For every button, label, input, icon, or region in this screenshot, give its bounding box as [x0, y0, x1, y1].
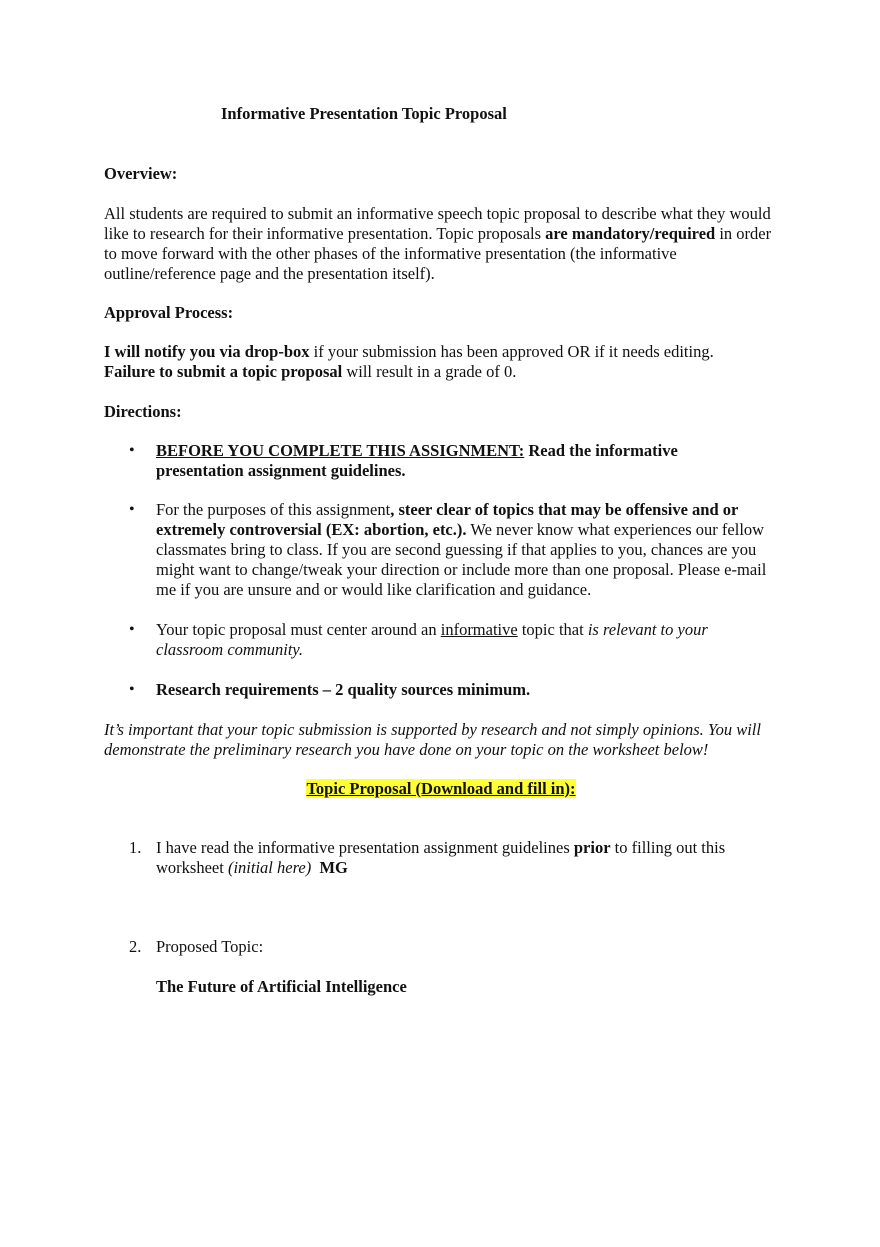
purposes-text: For the purposes of this assignment	[156, 500, 391, 519]
approval-line-2	[104, 362, 784, 382]
overview-rest-text: in order to move forward with the other phases of the informative presentation (the informative outline/reference page and the presentation itself).	[104, 224, 772, 283]
approval-failure-bold: Failure to submit a topic proposal	[104, 362, 343, 381]
approval-failure-text: will result in a grade of 0.	[342, 362, 517, 381]
informative-underlined: informative	[440, 620, 518, 639]
overview-heading: Overview:	[104, 164, 178, 183]
approval-heading: Approval Process:	[104, 303, 234, 322]
directions-item-2	[156, 500, 781, 600]
bullet-icon: •	[129, 442, 135, 459]
directions-item-1	[156, 441, 756, 481]
item-2-number: 2.	[129, 937, 142, 956]
worksheet-heading: Topic Proposal (Download and fill in):	[306, 779, 576, 798]
read-guidelines-text: Read the informative presentation assignment guidelines.	[156, 441, 678, 480]
item-1-number: 1.	[129, 838, 142, 857]
research-note: It’s important that your topic submission is supported by research and not simply opinions. You will demonstrate the preliminary research you have done on your topic on the worksheet below!	[104, 720, 761, 759]
proposed-topic-answer: The Future of Artificial Intelligence	[156, 977, 407, 996]
approval-line-1	[104, 342, 784, 362]
approval-notify-text: if your submission has been approved OR if it needs editing.	[309, 342, 714, 361]
bullet-icon: •	[129, 501, 135, 518]
center-around-text: Your topic proposal must center around an	[156, 620, 441, 639]
before-you-complete-label: BEFORE YOU COMPLETE THIS ASSIGNMENT:	[156, 441, 525, 460]
directions-heading: Directions:	[104, 402, 182, 421]
classmates-text: We never know what experiences our fellow classmates bring to class. If you are second guessing if that applies to you, chances are you might want to change/tweak your direction or include more than one proposal. Please e-mail me if you are unsure and or would like clarification and guidance.	[156, 520, 767, 599]
worksheet-item-1	[156, 838, 756, 878]
overview-text: All students are required to submit an informative speech topic proposal to describe what they would like to research for their informative presentation. Topic proposals	[104, 204, 771, 243]
steer-clear-bold: , steer clear of topics that may be offensive and or extremely controversial (EX: abortion, etc.).	[156, 500, 739, 539]
relevant-italic: is relevant to your classroom community.	[156, 620, 708, 659]
worksheet-heading-line	[0, 779, 880, 799]
bullet-icon: •	[129, 621, 135, 638]
overview-paragraph	[104, 204, 784, 284]
directions-item-4: Research requirements – 2 quality sources minimum.	[156, 680, 531, 699]
item-1-worksheet-text: to filling out this worksheet	[156, 838, 726, 877]
initial-here-label: (initial here)	[227, 858, 312, 877]
item-1-prior-bold: prior	[573, 838, 611, 857]
approval-notify-bold: I will notify you via drop-box	[104, 342, 310, 361]
overview-bold-text: are mandatory/required	[545, 224, 716, 243]
bullet-icon: •	[129, 681, 135, 698]
initials-value: MG	[319, 858, 348, 877]
directions-item-3	[156, 620, 756, 660]
topic-that-text: topic that	[517, 620, 588, 639]
item-1-text: I have read the informative presentation assignment guidelines	[156, 838, 574, 857]
proposed-topic-label: Proposed Topic:	[156, 937, 264, 956]
document-title: Informative Presentation Topic Proposal	[221, 104, 507, 123]
